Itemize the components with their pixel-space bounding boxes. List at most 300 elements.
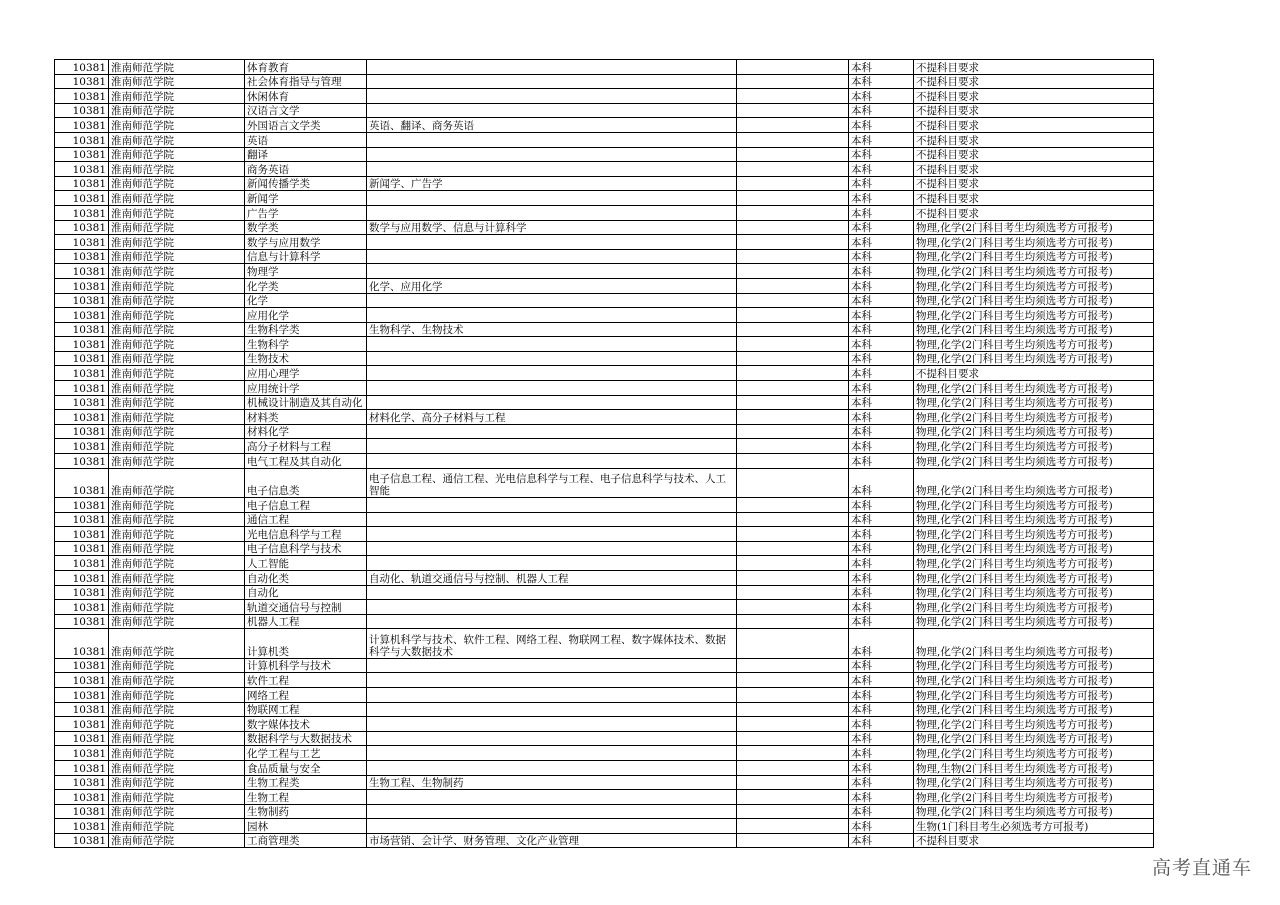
code-cell: 10381 — [55, 454, 109, 469]
school-cell: 淮南师范学院 — [109, 804, 245, 819]
major-cell: 数字媒体技术 — [245, 717, 367, 732]
table-row — [55, 804, 1154, 819]
requirement-cell: 物理,化学(2门科目考生均须选考方可报考) — [914, 468, 1154, 497]
code-cell: 10381 — [55, 191, 109, 206]
includes-cell: 化学、应用化学 — [367, 278, 737, 293]
school-cell: 淮南师范学院 — [109, 790, 245, 805]
level-cell: 本科 — [849, 235, 914, 250]
school-cell: 淮南师范学院 — [109, 410, 245, 425]
requirement-cell: 物理,化学(2门科目考生均须选考方可报考) — [914, 804, 1154, 819]
major-cell: 化学工程与工艺 — [245, 746, 367, 761]
code-cell: 10381 — [55, 278, 109, 293]
table-row — [55, 833, 1154, 848]
includes-cell — [367, 424, 737, 439]
table-row — [55, 322, 1154, 337]
requirement-cell: 物理,生物(2门科目考生均须选考方可报考) — [914, 760, 1154, 775]
table-row — [55, 176, 1154, 191]
major-cell: 信息与计算科学 — [245, 249, 367, 264]
code-cell: 10381 — [55, 351, 109, 366]
requirement-cell: 不提科目要求 — [914, 89, 1154, 104]
empty-cell — [737, 293, 849, 308]
table-row — [55, 498, 1154, 513]
empty-cell — [737, 541, 849, 556]
school-cell: 淮南师范学院 — [109, 205, 245, 220]
code-cell: 10381 — [55, 308, 109, 323]
table-row — [55, 293, 1154, 308]
table-row — [55, 614, 1154, 629]
major-cell: 园林 — [245, 819, 367, 834]
code-cell: 10381 — [55, 614, 109, 629]
major-cell: 食品质量与安全 — [245, 760, 367, 775]
empty-cell — [737, 717, 849, 732]
level-cell: 本科 — [849, 293, 914, 308]
major-cell: 休闲体育 — [245, 89, 367, 104]
empty-cell — [737, 366, 849, 381]
major-cell: 化学 — [245, 293, 367, 308]
requirement-cell: 不提科目要求 — [914, 60, 1154, 75]
school-cell: 淮南师范学院 — [109, 74, 245, 89]
requirement-cell: 物理,化学(2门科目考生均须选考方可报考) — [914, 454, 1154, 469]
table-row — [55, 381, 1154, 396]
table-row — [55, 235, 1154, 250]
includes-cell — [367, 541, 737, 556]
requirement-cell: 不提科目要求 — [914, 147, 1154, 162]
table-row — [55, 512, 1154, 527]
empty-cell — [737, 278, 849, 293]
major-cell: 电子信息工程 — [245, 498, 367, 513]
includes-cell — [367, 687, 737, 702]
major-cell: 生物工程类 — [245, 775, 367, 790]
requirement-cell: 物理,化学(2门科目考生均须选考方可报考) — [914, 673, 1154, 688]
school-cell: 淮南师范学院 — [109, 89, 245, 104]
empty-cell — [737, 337, 849, 352]
table-row — [55, 205, 1154, 220]
level-cell: 本科 — [849, 804, 914, 819]
requirement-cell: 物理,化学(2门科目考生均须选考方可报考) — [914, 541, 1154, 556]
table-row — [55, 629, 1154, 658]
includes-cell — [367, 205, 737, 220]
includes-cell — [367, 790, 737, 805]
code-cell: 10381 — [55, 176, 109, 191]
requirement-cell: 物理,化学(2门科目考生均须选考方可报考) — [914, 658, 1154, 673]
empty-cell — [737, 702, 849, 717]
school-cell: 淮南师范学院 — [109, 60, 245, 75]
level-cell: 本科 — [849, 541, 914, 556]
includes-cell — [367, 717, 737, 732]
table-row — [55, 74, 1154, 89]
includes-cell — [367, 147, 737, 162]
code-cell: 10381 — [55, 439, 109, 454]
empty-cell — [737, 74, 849, 89]
level-cell: 本科 — [849, 322, 914, 337]
code-cell: 10381 — [55, 570, 109, 585]
includes-cell — [367, 381, 737, 396]
school-cell: 淮南师范学院 — [109, 527, 245, 542]
school-cell: 淮南师范学院 — [109, 235, 245, 250]
includes-cell — [367, 89, 737, 104]
level-cell: 本科 — [849, 673, 914, 688]
requirement-cell: 物理,化学(2门科目考生均须选考方可报考) — [914, 220, 1154, 235]
school-cell: 淮南师范学院 — [109, 249, 245, 264]
table-row — [55, 264, 1154, 279]
includes-cell — [367, 804, 737, 819]
code-cell: 10381 — [55, 395, 109, 410]
includes-cell — [367, 819, 737, 834]
school-cell: 淮南师范学院 — [109, 629, 245, 658]
code-cell: 10381 — [55, 804, 109, 819]
level-cell: 本科 — [849, 775, 914, 790]
includes-cell — [367, 585, 737, 600]
empty-cell — [737, 629, 849, 658]
school-cell: 淮南师范学院 — [109, 600, 245, 615]
major-cell: 生物科学类 — [245, 322, 367, 337]
major-cell: 外国语言文学类 — [245, 118, 367, 133]
major-cell: 体育教育 — [245, 60, 367, 75]
includes-cell — [367, 760, 737, 775]
code-cell: 10381 — [55, 833, 109, 848]
level-cell: 本科 — [849, 658, 914, 673]
includes-cell — [367, 731, 737, 746]
includes-cell — [367, 746, 737, 761]
includes-cell — [367, 512, 737, 527]
level-cell: 本科 — [849, 220, 914, 235]
level-cell: 本科 — [849, 498, 914, 513]
level-cell: 本科 — [849, 74, 914, 89]
table-row — [55, 468, 1154, 497]
table-row — [55, 775, 1154, 790]
empty-cell — [737, 804, 849, 819]
includes-cell — [367, 556, 737, 571]
major-cell: 电子信息科学与技术 — [245, 541, 367, 556]
includes-cell — [367, 337, 737, 352]
requirement-cell: 不提科目要求 — [914, 162, 1154, 177]
school-cell: 淮南师范学院 — [109, 498, 245, 513]
requirement-cell: 不提科目要求 — [914, 205, 1154, 220]
code-cell: 10381 — [55, 673, 109, 688]
code-cell: 10381 — [55, 512, 109, 527]
empty-cell — [737, 556, 849, 571]
empty-cell — [737, 162, 849, 177]
code-cell: 10381 — [55, 424, 109, 439]
includes-cell — [367, 366, 737, 381]
major-cell: 高分子材料与工程 — [245, 439, 367, 454]
requirement-cell: 物理,化学(2门科目考生均须选考方可报考) — [914, 585, 1154, 600]
level-cell: 本科 — [849, 337, 914, 352]
major-cell: 新闻传播学类 — [245, 176, 367, 191]
major-cell: 数据科学与大数据技术 — [245, 731, 367, 746]
major-cell: 机器人工程 — [245, 614, 367, 629]
empty-cell — [737, 760, 849, 775]
major-cell: 数学类 — [245, 220, 367, 235]
includes-cell — [367, 673, 737, 688]
includes-cell — [367, 395, 737, 410]
table-row — [55, 191, 1154, 206]
level-cell: 本科 — [849, 731, 914, 746]
table-row — [55, 351, 1154, 366]
level-cell: 本科 — [849, 760, 914, 775]
code-cell: 10381 — [55, 89, 109, 104]
code-cell: 10381 — [55, 468, 109, 497]
level-cell: 本科 — [849, 424, 914, 439]
requirement-cell: 不提科目要求 — [914, 366, 1154, 381]
code-cell: 10381 — [55, 410, 109, 425]
level-cell: 本科 — [849, 570, 914, 585]
code-cell: 10381 — [55, 600, 109, 615]
includes-cell: 生物科学、生物技术 — [367, 322, 737, 337]
code-cell: 10381 — [55, 118, 109, 133]
level-cell: 本科 — [849, 249, 914, 264]
table-row — [55, 162, 1154, 177]
empty-cell — [737, 308, 849, 323]
includes-cell: 材料化学、高分子材料与工程 — [367, 410, 737, 425]
table-row — [55, 103, 1154, 118]
major-cell: 物联网工程 — [245, 702, 367, 717]
requirement-cell: 物理,化学(2门科目考生均须选考方可报考) — [914, 293, 1154, 308]
code-cell: 10381 — [55, 60, 109, 75]
empty-cell — [737, 512, 849, 527]
major-cell: 英语 — [245, 132, 367, 147]
level-cell: 本科 — [849, 819, 914, 834]
major-cell: 社会体育指导与管理 — [245, 74, 367, 89]
requirement-cell: 物理,化学(2门科目考生均须选考方可报考) — [914, 249, 1154, 264]
major-cell: 人工智能 — [245, 556, 367, 571]
major-cell: 新闻学 — [245, 191, 367, 206]
school-cell: 淮南师范学院 — [109, 658, 245, 673]
empty-cell — [737, 454, 849, 469]
table-row — [55, 118, 1154, 133]
empty-cell — [737, 731, 849, 746]
major-cell: 广告学 — [245, 205, 367, 220]
level-cell: 本科 — [849, 205, 914, 220]
requirement-cell: 物理,化学(2门科目考生均须选考方可报考) — [914, 512, 1154, 527]
table-row — [55, 746, 1154, 761]
includes-cell: 自动化、轨道交通信号与控制、机器人工程 — [367, 570, 737, 585]
code-cell: 10381 — [55, 527, 109, 542]
code-cell: 10381 — [55, 717, 109, 732]
major-cell: 机械设计制造及其自动化 — [245, 395, 367, 410]
requirement-cell: 物理,化学(2门科目考生均须选考方可报考) — [914, 717, 1154, 732]
table-row — [55, 454, 1154, 469]
empty-cell — [737, 687, 849, 702]
major-cell: 应用心理学 — [245, 366, 367, 381]
school-cell: 淮南师范学院 — [109, 687, 245, 702]
level-cell: 本科 — [849, 132, 914, 147]
level-cell: 本科 — [849, 614, 914, 629]
table-row — [55, 366, 1154, 381]
code-cell: 10381 — [55, 381, 109, 396]
requirement-cell: 物理,化学(2门科目考生均须选考方可报考) — [914, 337, 1154, 352]
empty-cell — [737, 132, 849, 147]
school-cell: 淮南师范学院 — [109, 731, 245, 746]
school-cell: 淮南师范学院 — [109, 103, 245, 118]
major-cell: 通信工程 — [245, 512, 367, 527]
code-cell: 10381 — [55, 687, 109, 702]
empty-cell — [737, 585, 849, 600]
code-cell: 10381 — [55, 162, 109, 177]
level-cell: 本科 — [849, 162, 914, 177]
empty-cell — [737, 103, 849, 118]
school-cell: 淮南师范学院 — [109, 191, 245, 206]
level-cell: 本科 — [849, 264, 914, 279]
level-cell: 本科 — [849, 278, 914, 293]
empty-cell — [737, 833, 849, 848]
major-cell: 自动化类 — [245, 570, 367, 585]
requirement-cell: 物理,化学(2门科目考生均须选考方可报考) — [914, 395, 1154, 410]
major-cell: 软件工程 — [245, 673, 367, 688]
code-cell: 10381 — [55, 74, 109, 89]
code-cell: 10381 — [55, 322, 109, 337]
level-cell: 本科 — [849, 308, 914, 323]
requirement-cell: 物理,化学(2门科目考生均须选考方可报考) — [914, 264, 1154, 279]
level-cell: 本科 — [849, 512, 914, 527]
table-row — [55, 731, 1154, 746]
table-row — [55, 220, 1154, 235]
requirement-cell: 物理,化学(2门科目考生均须选考方可报考) — [914, 424, 1154, 439]
level-cell: 本科 — [849, 147, 914, 162]
level-cell: 本科 — [849, 381, 914, 396]
level-cell: 本科 — [849, 395, 914, 410]
table-row — [55, 600, 1154, 615]
table-row — [55, 410, 1154, 425]
code-cell: 10381 — [55, 731, 109, 746]
major-cell: 材料类 — [245, 410, 367, 425]
code-cell: 10381 — [55, 498, 109, 513]
table-row — [55, 717, 1154, 732]
code-cell: 10381 — [55, 702, 109, 717]
table-row — [55, 278, 1154, 293]
code-cell: 10381 — [55, 790, 109, 805]
includes-cell — [367, 498, 737, 513]
school-cell: 淮南师范学院 — [109, 819, 245, 834]
school-cell: 淮南师范学院 — [109, 118, 245, 133]
code-cell: 10381 — [55, 746, 109, 761]
school-cell: 淮南师范学院 — [109, 439, 245, 454]
includes-cell — [367, 191, 737, 206]
table-row — [55, 556, 1154, 571]
code-cell: 10381 — [55, 819, 109, 834]
requirement-cell: 物理,化学(2门科目考生均须选考方可报考) — [914, 308, 1154, 323]
school-cell: 淮南师范学院 — [109, 132, 245, 147]
school-cell: 淮南师范学院 — [109, 162, 245, 177]
empty-cell — [737, 410, 849, 425]
includes-cell — [367, 162, 737, 177]
empty-cell — [737, 395, 849, 410]
code-cell: 10381 — [55, 293, 109, 308]
level-cell: 本科 — [849, 454, 914, 469]
level-cell: 本科 — [849, 366, 914, 381]
requirement-cell: 物理,化学(2门科目考生均须选考方可报考) — [914, 556, 1154, 571]
includes-cell: 电子信息工程、通信工程、光电信息科学与工程、电子信息科学与技术、人工智能 — [367, 468, 737, 497]
includes-cell — [367, 614, 737, 629]
includes-cell — [367, 351, 737, 366]
major-cell: 应用化学 — [245, 308, 367, 323]
includes-cell: 生物工程、生物制药 — [367, 775, 737, 790]
includes-cell: 市场营销、会计学、财务管理、文化产业管理 — [367, 833, 737, 848]
major-cell: 轨道交通信号与控制 — [245, 600, 367, 615]
major-cell: 电气工程及其自动化 — [245, 454, 367, 469]
table-row — [55, 760, 1154, 775]
table-row — [55, 673, 1154, 688]
level-cell: 本科 — [849, 790, 914, 805]
empty-cell — [737, 220, 849, 235]
level-cell: 本科 — [849, 60, 914, 75]
empty-cell — [737, 439, 849, 454]
code-cell: 10381 — [55, 132, 109, 147]
major-cell: 自动化 — [245, 585, 367, 600]
table-row — [55, 337, 1154, 352]
requirement-cell: 物理,化学(2门科目考生均须选考方可报考) — [914, 746, 1154, 761]
includes-cell: 计算机科学与技术、软件工程、网络工程、物联网工程、数字媒体技术、数据科学与大数据技术 — [367, 629, 737, 658]
level-cell: 本科 — [849, 118, 914, 133]
major-cell: 数学与应用数学 — [245, 235, 367, 250]
empty-cell — [737, 746, 849, 761]
major-cell: 材料化学 — [245, 424, 367, 439]
table-row — [55, 790, 1154, 805]
major-cell: 物理学 — [245, 264, 367, 279]
empty-cell — [737, 118, 849, 133]
subject-requirements-table — [54, 59, 1154, 848]
school-cell: 淮南师范学院 — [109, 337, 245, 352]
requirement-cell: 物理,化学(2门科目考生均须选考方可报考) — [914, 527, 1154, 542]
major-cell: 翻译 — [245, 147, 367, 162]
school-cell: 淮南师范学院 — [109, 395, 245, 410]
requirement-cell: 不提科目要求 — [914, 74, 1154, 89]
table-body — [55, 60, 1154, 848]
requirement-cell: 物理,化学(2门科目考生均须选考方可报考) — [914, 381, 1154, 396]
table-row — [55, 658, 1154, 673]
school-cell: 淮南师范学院 — [109, 760, 245, 775]
school-cell: 淮南师范学院 — [109, 717, 245, 732]
empty-cell — [737, 775, 849, 790]
school-cell: 淮南师范学院 — [109, 147, 245, 162]
empty-cell — [737, 147, 849, 162]
requirement-cell: 物理,化学(2门科目考生均须选考方可报考) — [914, 235, 1154, 250]
empty-cell — [737, 176, 849, 191]
requirement-cell: 不提科目要求 — [914, 176, 1154, 191]
code-cell: 10381 — [55, 235, 109, 250]
requirement-cell: 不提科目要求 — [914, 118, 1154, 133]
table-row — [55, 570, 1154, 585]
major-cell: 生物制药 — [245, 804, 367, 819]
empty-cell — [737, 264, 849, 279]
empty-cell — [737, 424, 849, 439]
table-row — [55, 687, 1154, 702]
watermark: 高考直通车 — [1151, 857, 1252, 879]
includes-cell — [367, 249, 737, 264]
level-cell: 本科 — [849, 176, 914, 191]
code-cell: 10381 — [55, 205, 109, 220]
empty-cell — [737, 381, 849, 396]
includes-cell — [367, 527, 737, 542]
table-row — [55, 89, 1154, 104]
school-cell: 淮南师范学院 — [109, 833, 245, 848]
code-cell: 10381 — [55, 249, 109, 264]
level-cell: 本科 — [849, 556, 914, 571]
empty-cell — [737, 60, 849, 75]
requirement-cell: 物理,化学(2门科目考生均须选考方可报考) — [914, 322, 1154, 337]
requirement-cell: 物理,化学(2门科目考生均须选考方可报考) — [914, 614, 1154, 629]
school-cell: 淮南师范学院 — [109, 541, 245, 556]
empty-cell — [737, 235, 849, 250]
level-cell: 本科 — [849, 629, 914, 658]
school-cell: 淮南师范学院 — [109, 585, 245, 600]
school-cell: 淮南师范学院 — [109, 702, 245, 717]
table-row — [55, 308, 1154, 323]
major-cell: 生物工程 — [245, 790, 367, 805]
empty-cell — [737, 790, 849, 805]
school-cell: 淮南师范学院 — [109, 424, 245, 439]
school-cell: 淮南师范学院 — [109, 308, 245, 323]
